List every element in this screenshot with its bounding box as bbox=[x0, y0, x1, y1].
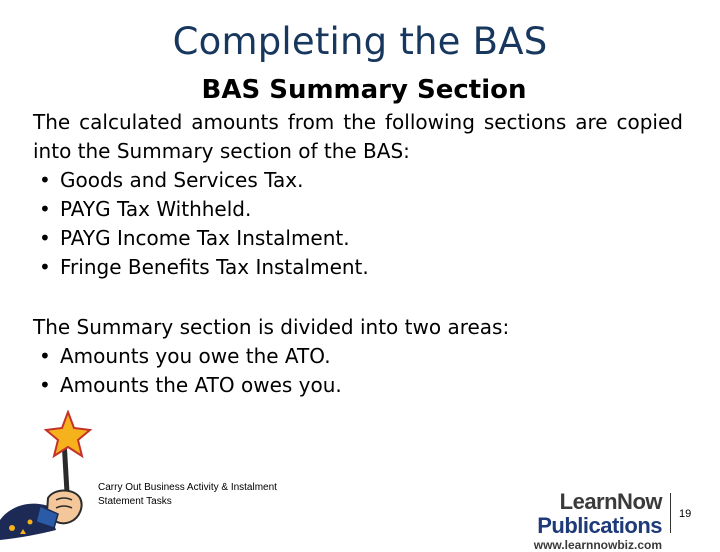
list-item: • Amounts you owe the ATO. bbox=[33, 342, 683, 371]
list-item: • Goods and Services Tax. bbox=[33, 166, 683, 195]
area-list bbox=[33, 342, 683, 400]
publisher-name: LearnNow Publications bbox=[537, 489, 662, 538]
publisher-logo bbox=[452, 490, 662, 552]
slide-subtitle: BAS Summary Section bbox=[201, 75, 527, 105]
page-number: 19 bbox=[679, 508, 692, 520]
list-item: • PAYG Tax Withheld. bbox=[33, 195, 683, 224]
list-item: • PAYG Income Tax Instalment. bbox=[33, 224, 683, 253]
slide-title: Completing the BAS bbox=[172, 20, 548, 63]
section-list bbox=[33, 166, 683, 282]
summary-intro-text: The Summary section is divided into two areas: bbox=[33, 315, 510, 339]
list-item: • Amounts the ATO owes you. bbox=[33, 371, 683, 400]
wizard-illustration bbox=[0, 410, 100, 540]
list-item: • Fringe Benefits Tax Instalment. bbox=[33, 253, 683, 282]
publisher-url: www.learnnowbiz.com bbox=[533, 538, 662, 552]
star-icon bbox=[46, 412, 90, 456]
divider bbox=[670, 493, 671, 533]
intro-text: The calculated amounts from the following sections are copied into the Summary section of the BAS: bbox=[33, 110, 683, 163]
intro-block bbox=[33, 108, 683, 282]
course-title: Carry Out Business Activity & Instalment Statement Tasks bbox=[98, 482, 277, 507]
summary-block bbox=[33, 313, 683, 400]
